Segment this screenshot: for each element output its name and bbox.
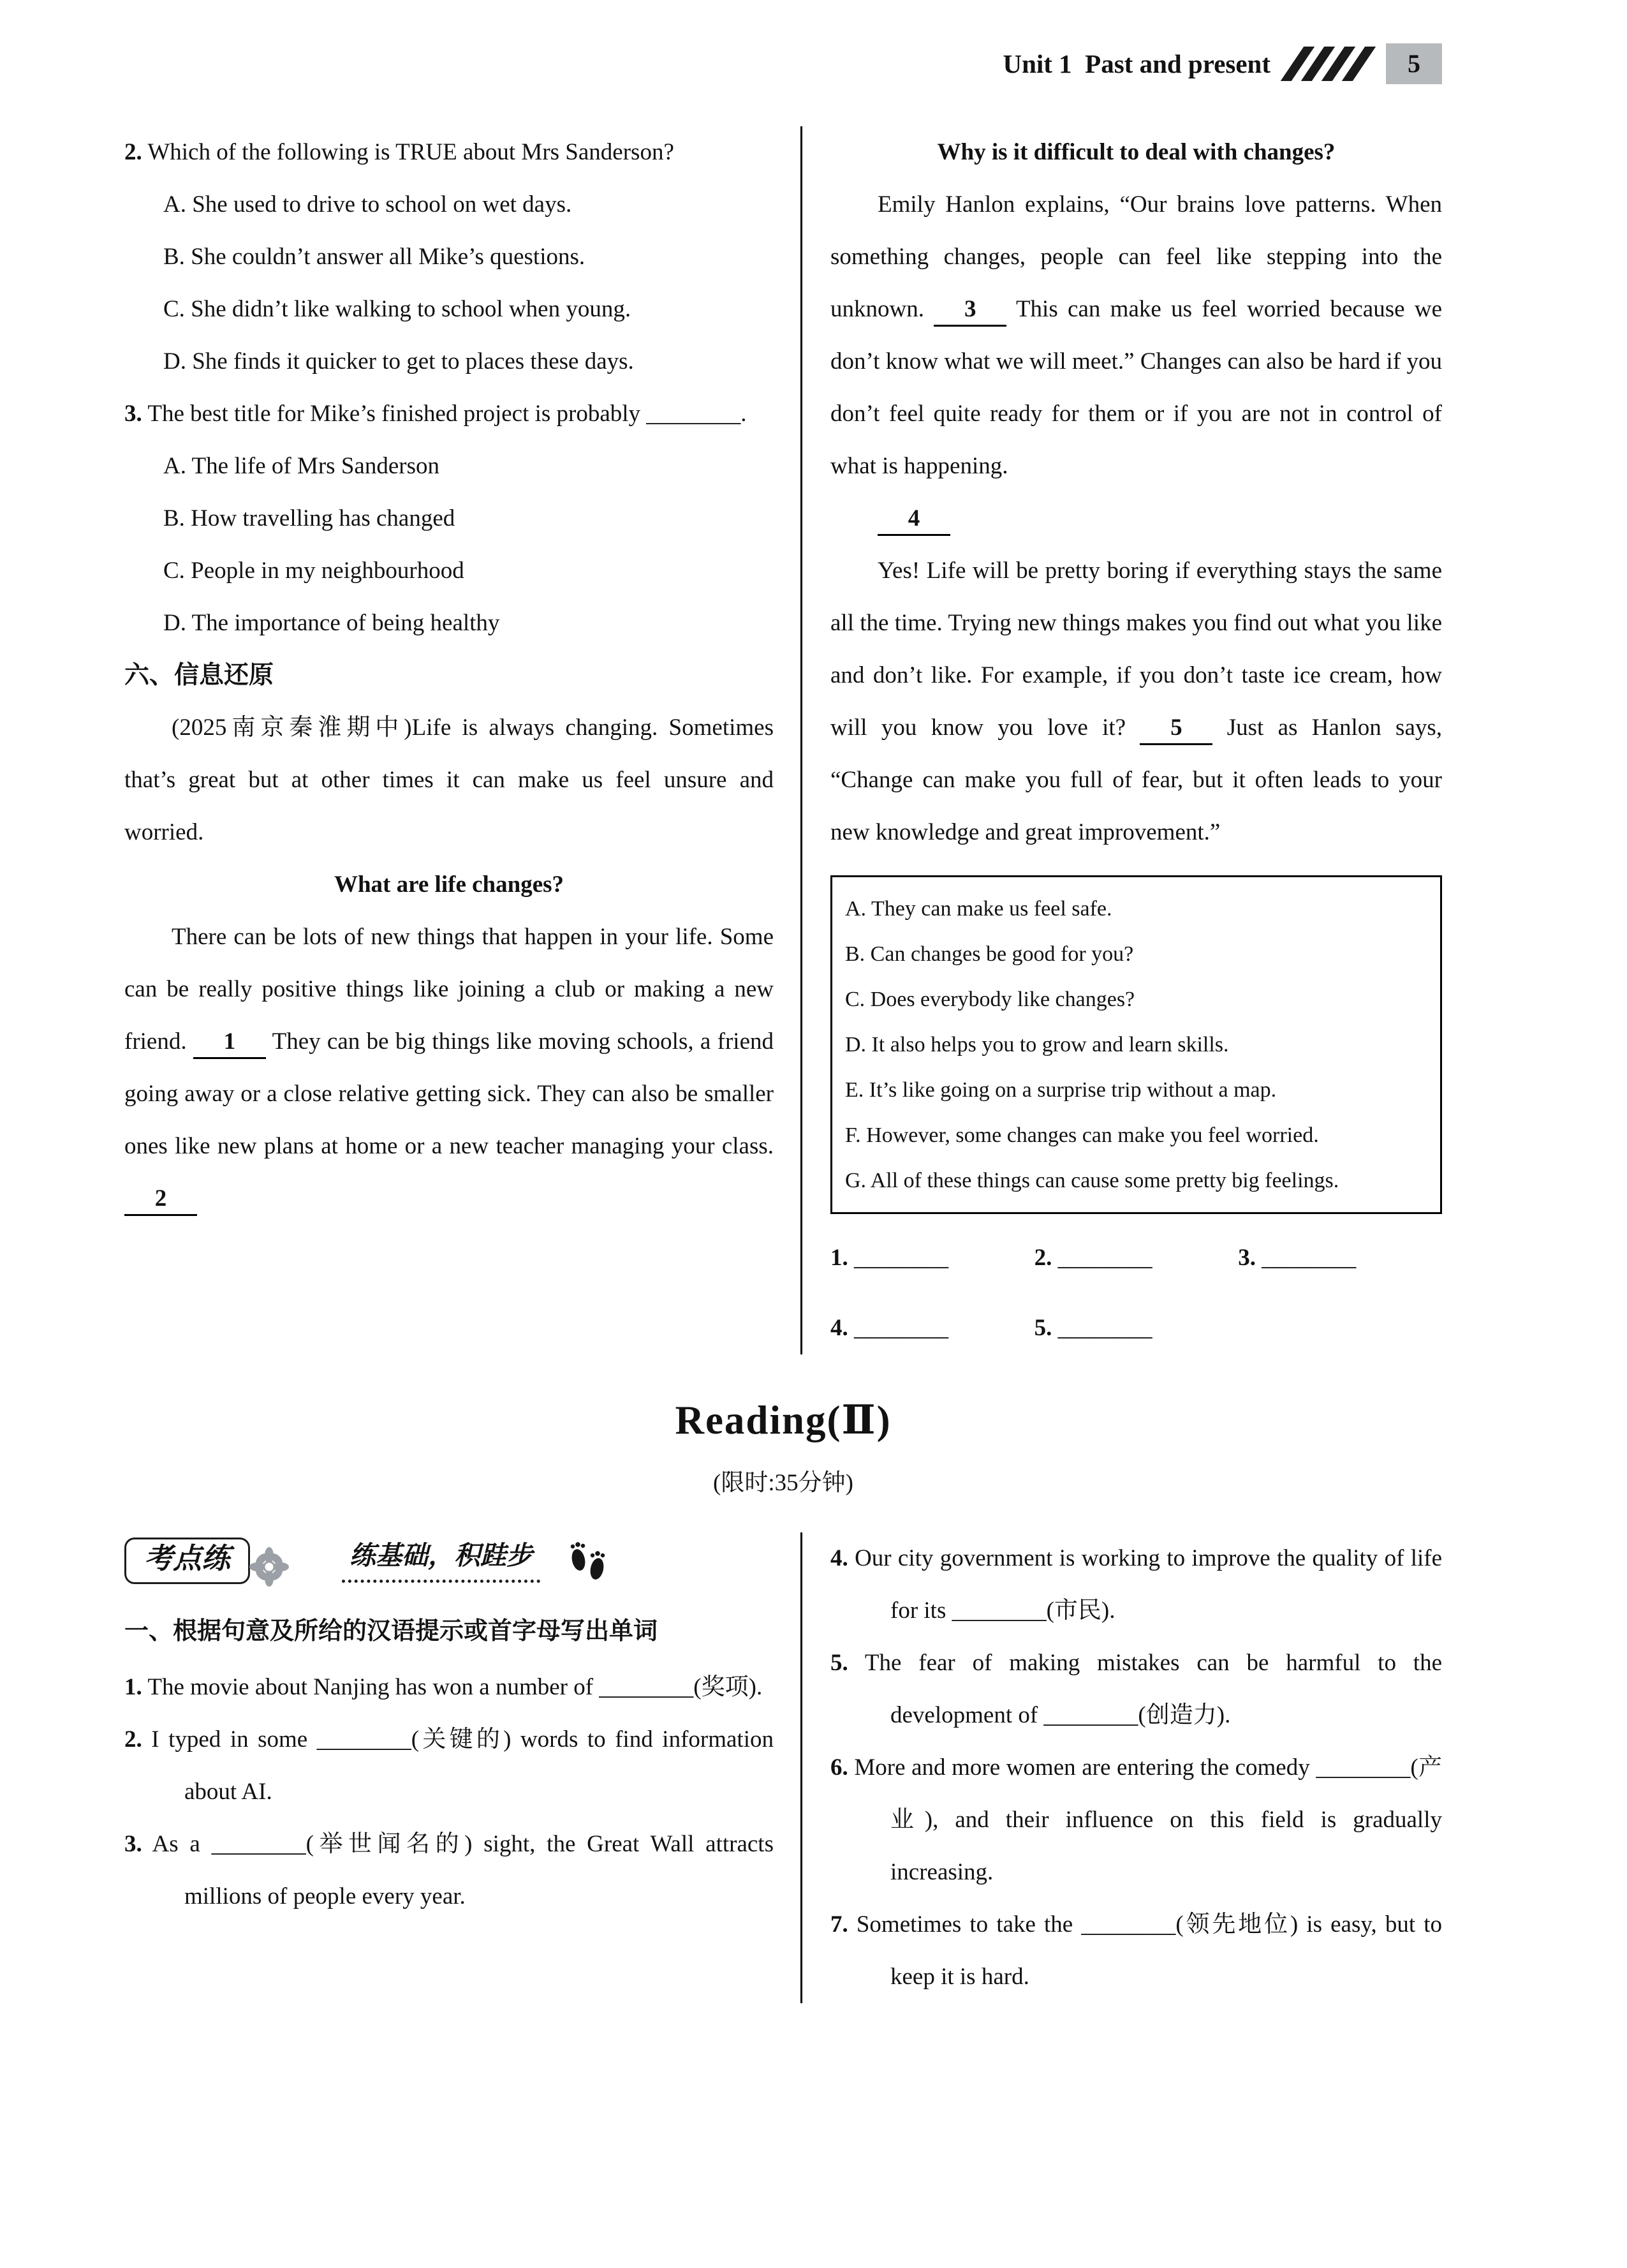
flower-icon [246, 1544, 292, 1590]
passage-paragraph-2 [830, 179, 1442, 493]
numbered-blank-5: 5 [1140, 715, 1212, 745]
item-number: 6. [830, 1754, 848, 1781]
time-limit: (限时:35分钟) [713, 1469, 853, 1496]
question-number: 2. [124, 139, 142, 165]
answer-number: 2. [1034, 1245, 1052, 1271]
reading-comprehension-section [124, 126, 1442, 1354]
practice-badge-row [124, 1532, 774, 1589]
item-text: More and more women are entering the comedy ________(产业), and their influence on this field is gradually increasing. [854, 1754, 1442, 1886]
answer-blank: ________ [1262, 1245, 1357, 1271]
passage-subhead-1: What are life changes? [334, 871, 564, 898]
answer-blank: ________ [854, 1245, 948, 1271]
practice-motto: 练基础，积跬步 [342, 1539, 540, 1582]
choice-f: F. However, some changes can make you feel worried. [845, 1123, 1319, 1147]
practice-right-column [802, 1532, 1442, 2003]
item-text: The movie about Nanjing has won a number of ________(奖项). [147, 1674, 763, 1701]
exercise-item-3 [124, 1818, 774, 1923]
answer-blank: ________ [854, 1315, 948, 1341]
item-text: I typed in some ________(关键的) words to find information about AI. [151, 1726, 774, 1805]
item-text: Our city government is working to improve the quality of life for its ________(市民). [855, 1545, 1443, 1624]
unit-title: Unit 1 Past and present [1003, 48, 1270, 78]
answer-number: 4. [830, 1315, 848, 1341]
exercise-item-1 [124, 1661, 774, 1714]
section-1-title: 一、根据句意及所给的汉语提示或首字母写出单词 [124, 1618, 658, 1645]
answer-slot-5 [1034, 1302, 1239, 1354]
item-number: 5. [830, 1650, 848, 1677]
passage-text: Yes! Life will be pretty boring if everything stays the same all the time. Trying new things makes you find out what you like and don’t like. For example, if you don’t taste ice cream, how will you know you love it? [830, 558, 1442, 741]
question-stem: Which of the following is TRUE about Mrs Sanderson? [147, 139, 674, 165]
item-number: 7. [830, 1911, 848, 1938]
answer-slot-3 [1238, 1232, 1442, 1284]
item-number: 4. [830, 1545, 848, 1572]
answer-row-1 [830, 1232, 1442, 1284]
item-text: Sometimes to take the ________(领先地位) is easy, but to keep it is hard. [856, 1911, 1442, 1990]
exercise-item-2 [124, 1714, 774, 1818]
choices-box [830, 875, 1442, 1214]
question-3-option-b: B. How travelling has changed [163, 505, 455, 531]
question-number: 3. [124, 401, 142, 427]
answer-slot-4 [830, 1302, 1034, 1354]
exercise-item-6 [830, 1742, 1442, 1899]
passage-text: This can make us feel worried because we don’t know what we will meet.” Changes can also be hard if you don’t feel quite ready for them or if you are not in control of what is happening. [830, 296, 1442, 479]
diagonal-stripes-icon [1292, 47, 1364, 81]
passage-text: Emily Hanlon explains, “Our brains love patterns. When something changes, people can feel like stepping into the unknown. [830, 191, 1442, 322]
answer-blank: ________ [1057, 1315, 1152, 1341]
question-2-option-c: C. She didn’t like walking to school when young. [163, 296, 631, 322]
passage-paragraph-3 [830, 545, 1442, 859]
question-2-option-a: A. She used to drive to school on wet days. [163, 191, 572, 218]
choice-d: D. It also helps you to grow and learn skills. [845, 1033, 1229, 1056]
item-number: 2. [124, 1726, 142, 1753]
exercise-item-5 [830, 1637, 1442, 1742]
numbered-blank-1: 1 [193, 1028, 266, 1059]
numbered-blank-2: 2 [124, 1185, 197, 1216]
answer-number: 1. [830, 1245, 848, 1271]
left-column [124, 126, 802, 1354]
passage-intro: (2025南京秦淮期中)Life is always changing. Sometimes that’s great but at other times it can make us feel unsure and worried. [124, 715, 774, 845]
practice-section [124, 1532, 1442, 2003]
page-number-badge: 5 [1386, 43, 1442, 84]
passage-subhead-2: Why is it difficult to deal with changes? [937, 139, 1336, 165]
answer-number: 5. [1034, 1315, 1052, 1341]
passage-text: Just as Hanlon says, “Change can make you full of fear, but it often leads to your new knowledge and great improvement.” [830, 715, 1443, 845]
exercise-item-7 [830, 1899, 1442, 2003]
choice-g: G. All of these things can cause some pretty big feelings. [845, 1169, 1339, 1192]
question-3-option-d: D. The importance of being healthy [163, 610, 500, 636]
item-text: The fear of making mistakes can be harmful to the development of ________(创造力). [864, 1650, 1442, 1729]
answer-slot-2 [1034, 1232, 1239, 1284]
standalone-blank-line [830, 493, 1442, 545]
answer-blank: ________ [1057, 1245, 1152, 1271]
question-3-option-a: A. The life of Mrs Sanderson [163, 453, 439, 479]
question-2 [124, 126, 774, 179]
item-number: 3. [124, 1831, 142, 1858]
section-6-heading: 六、信息还原 [124, 662, 274, 689]
numbered-blank-4: 4 [878, 505, 950, 536]
question-2-option-d: D. She finds it quicker to get to places these days. [163, 348, 634, 374]
right-column [802, 126, 1442, 1354]
passage-text: They can be big things like moving schools, a friend going away or a close relative getting sick. They can also be smaller ones like new plans at home or a new teacher managing your class. [124, 1028, 774, 1159]
exercise-item-4 [830, 1532, 1442, 1637]
passage-text: There can be lots of new things that happen in your life. Some can be really positive things like joining a club or making a new friend. [124, 924, 774, 1055]
footprints-icon [566, 1539, 609, 1585]
choice-a: A. They can make us feel safe. [845, 897, 1112, 921]
practice-left-column [124, 1532, 802, 2003]
choice-c: C. Does everybody like changes? [845, 988, 1135, 1011]
question-3 [124, 388, 774, 440]
question-3-option-c: C. People in my neighbourhood [163, 558, 464, 584]
question-stem: The best title for Mike’s finished project is probably ________. [147, 401, 747, 427]
answer-slot-1 [830, 1232, 1034, 1284]
item-text: As a ________(举世闻名的) sight, the Great Wall attracts millions of people every year. [152, 1831, 774, 1910]
item-number: 1. [124, 1674, 142, 1701]
choice-b: B. Can changes be good for you? [845, 942, 1134, 966]
answer-number: 3. [1238, 1245, 1256, 1271]
reading2-title: Reading(Ⅱ) [675, 1398, 892, 1442]
kaodianlian-badge: 考点练 [124, 1538, 250, 1583]
numbered-blank-3: 3 [934, 296, 1006, 327]
page-header [124, 37, 1442, 91]
choice-e: E. It’s like going on a surprise trip without a map. [845, 1078, 1277, 1102]
question-2-option-b: B. She couldn’t answer all Mike’s questions. [163, 244, 585, 270]
passage-paragraph-1 [124, 911, 774, 1225]
answer-row-2 [830, 1302, 1442, 1354]
